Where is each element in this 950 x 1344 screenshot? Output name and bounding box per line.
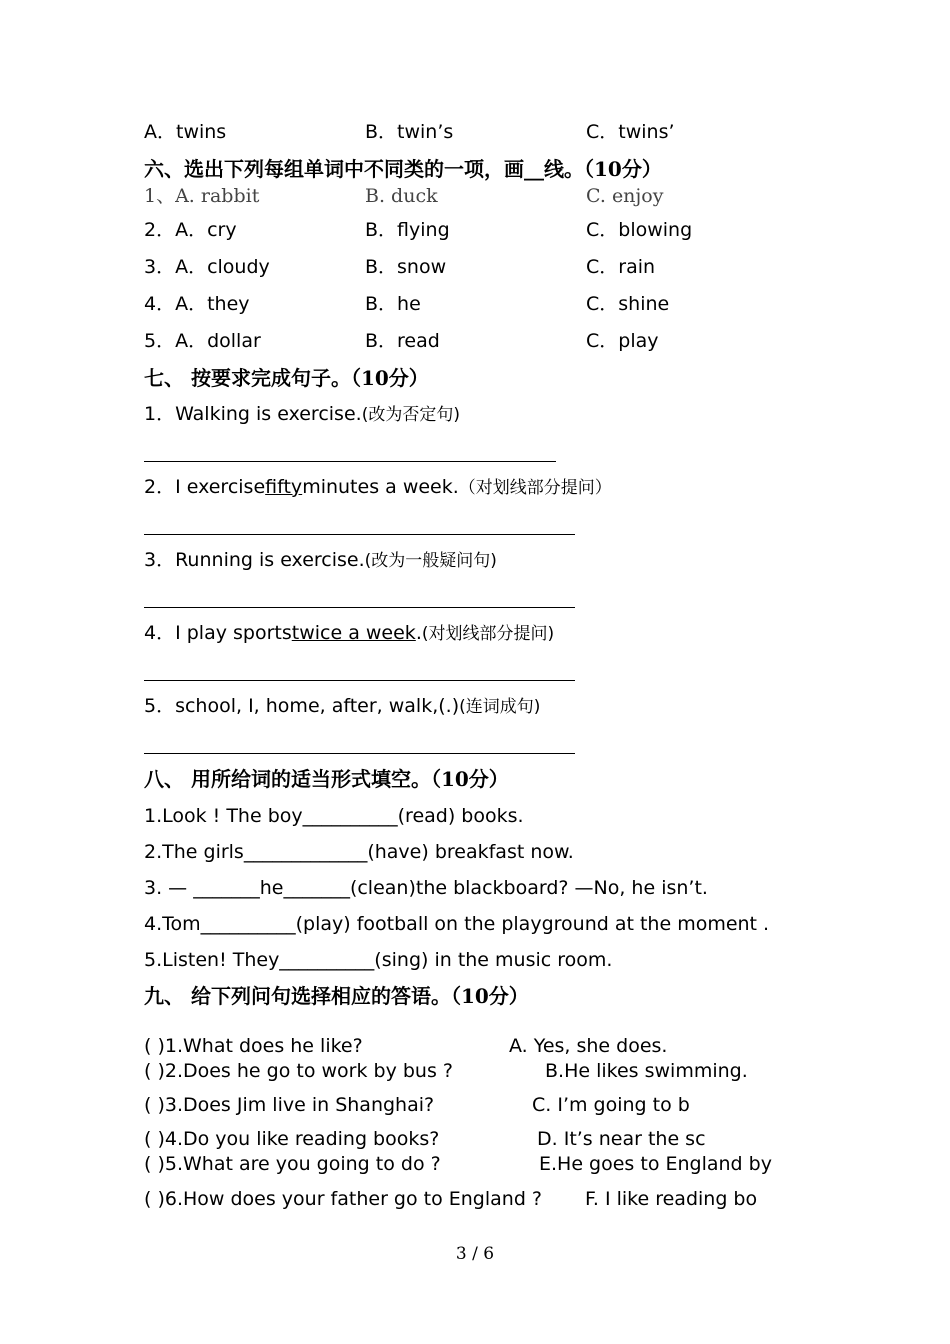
sec9-row-3 xyxy=(144,1093,690,1117)
sec8-line-3: 3. — _______he_______(clean)the blackboard? —No, he isn’t. xyxy=(144,877,708,899)
match-question: ( )3.Does Jim live in Shanghai? xyxy=(144,1094,435,1116)
options-row-top xyxy=(144,120,675,144)
option-b: B．he xyxy=(365,293,421,315)
sec9-row-5 xyxy=(144,1152,772,1176)
question-instruction: （对划线部分提问） xyxy=(458,478,612,498)
match-question: ( )2.Does he go to work by bus ? xyxy=(144,1060,453,1082)
question-instruction: (改为否定句) xyxy=(361,405,460,425)
match-question: ( )1.What does he like? xyxy=(144,1035,363,1057)
match-question: ( )6.How does your father go to England ? xyxy=(144,1188,543,1210)
question-text: 5．school, I, home, after, walk,(.) xyxy=(144,695,460,717)
option-a: A．twins xyxy=(144,121,227,143)
sec7-question-5 xyxy=(144,694,540,719)
sec9-row-6 xyxy=(144,1187,758,1211)
option-c: C．rain xyxy=(586,256,656,278)
sec6-row-2 xyxy=(144,218,693,242)
sec6-row-5 xyxy=(144,329,659,353)
underlined-word: fifty xyxy=(265,476,303,498)
option-a: 3．A．cloudy xyxy=(144,256,270,278)
option-b: B．snow xyxy=(365,256,447,278)
sec9-row-4 xyxy=(144,1127,706,1151)
answer-line-1[interactable] xyxy=(144,461,556,462)
option-b: B．read xyxy=(365,330,440,352)
option-a: 1、A. rabbit xyxy=(144,185,260,207)
match-answer: F. I like reading bo xyxy=(585,1188,758,1210)
match-answer: B.He likes swimming. xyxy=(545,1060,748,1082)
sec8-line-1: 1.Look ! The boy__________(read) books. xyxy=(144,805,524,827)
option-c: C．play xyxy=(586,330,659,352)
sec6-row-1 xyxy=(144,184,664,208)
underlined-phrase: twice a week xyxy=(291,622,416,644)
question-text-pre: 2．I exercise xyxy=(144,476,266,498)
sec7-question-3 xyxy=(144,548,497,573)
option-a: 2．A．cry xyxy=(144,219,237,241)
question-text: 1．Walking is exercise. xyxy=(144,403,362,425)
sec8-line-4: 4.Tom__________(play) football on the playground at the moment . xyxy=(144,913,770,935)
match-answer: E.He goes to England by xyxy=(539,1153,772,1175)
option-a: 5．A．dollar xyxy=(144,330,261,352)
question-text-pre: 4．I play sports xyxy=(144,622,292,644)
sec7-question-4 xyxy=(144,621,554,646)
section-8-title: 八、 用所给词的适当形式填空。（10分） xyxy=(144,767,509,791)
option-c: C．blowing xyxy=(586,219,693,241)
question-text-post: minutes a week. xyxy=(302,476,459,498)
answer-line-2[interactable] xyxy=(144,534,575,535)
answer-line-4[interactable] xyxy=(144,680,575,681)
question-instruction: (连词成句) xyxy=(459,697,541,717)
sec7-question-1 xyxy=(144,402,460,427)
question-instruction: (对划线部分提问) xyxy=(421,624,555,644)
sec6-row-4 xyxy=(144,292,670,316)
option-a: 4．A．they xyxy=(144,293,250,315)
match-question: ( )5.What are you going to do ? xyxy=(144,1153,441,1175)
section-7-title: 七、 按要求完成句子。（10分） xyxy=(144,366,429,390)
option-c: C．shine xyxy=(586,293,670,315)
sec9-row-2 xyxy=(144,1059,748,1083)
match-answer: A. Yes, she does. xyxy=(509,1035,668,1057)
match-question: ( )4.Do you like reading books? xyxy=(144,1128,440,1150)
page-number: 3 / 6 xyxy=(455,1244,495,1264)
match-answer: C. I’m going to b xyxy=(532,1094,690,1116)
section-9-title: 九、 给下列问句选择相应的答语。（10分） xyxy=(144,984,529,1008)
question-text: 3．Running is exercise. xyxy=(144,549,365,571)
answer-line-3[interactable] xyxy=(144,607,575,608)
sec9-row-1 xyxy=(144,1034,668,1058)
sec6-row-3 xyxy=(144,255,656,279)
option-b: B．flying xyxy=(365,219,450,241)
option-b: B．twin’s xyxy=(365,121,454,143)
section-6-title: 六、选出下列每组单词中不同类的一项，画__线。（10分） xyxy=(144,157,662,181)
question-text-post: . xyxy=(415,622,422,644)
option-b: B. duck xyxy=(365,185,438,207)
answer-line-5[interactable] xyxy=(144,753,575,754)
sec8-line-5: 5.Listen! They__________(sing) in the music room. xyxy=(144,949,613,971)
option-c: C. enjoy xyxy=(586,185,664,207)
sec8-line-2: 2.The girls_____________(have) breakfast now. xyxy=(144,841,574,863)
question-instruction: (改为一般疑问句) xyxy=(364,551,497,571)
option-c: C．twins’ xyxy=(586,121,675,143)
match-answer: D. It’s near the sc xyxy=(537,1128,706,1150)
sec7-question-2 xyxy=(144,475,612,500)
